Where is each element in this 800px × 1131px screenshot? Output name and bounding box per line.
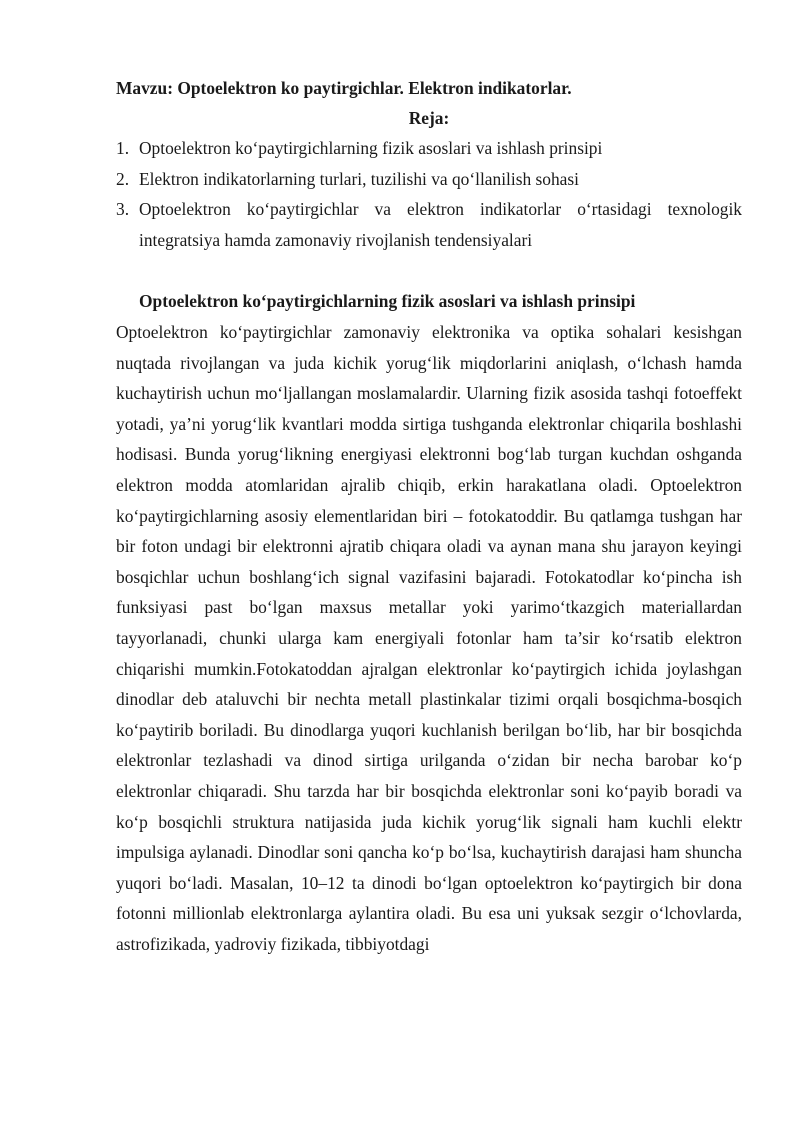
body-paragraph: Optoelektron ko‘paytirgichlar zamonaviy elektronika va optika sohalari kesishgan nuqtada rivojlangan va juda kichik yorug‘lik miqdorlarini aniqlash, o‘lchash hamda kuchaytirish uchun mo‘ljallangan moslamalardir. Ularning fizik asosida tashqi fotoeffekt yotadi, ya’ni yorug‘lik kvantlari modda sirtiga tushganda elektronlar chiqarila boshlashi hodisasi. Bunda yorug‘likning energiyasi elektronni bog‘lab turgan kuchdan oshganda elektron modda atomlaridan ajralib chiqib, erkin harakatlana oladi. Optoelektron ko‘paytirgichlarning asosiy elementlaridan biri – fotokatoddir. Bu qatlamga tushgan har bir foton undagi bir elektronni ajratib chiqara oladi va aynan mana shu jarayon keyingi bosqichlar uchun boshlang‘ich signal vazifasini bajaradi. Fotokatodlar ko‘pincha ish funksiyasi past bo‘lgan maxsus metallar yoki yarimo‘tkazgich materiallardan tayyorlanadi, chunki ularga kam energiyali fotonlar ham ta’sir ko‘rsatib elektron chiqarishi mumkin.Fotokatoddan ajralgan elektronlar ko‘paytirgich ichida joylashgan dinodlar deb ataluvchi bir nechta metall plastinkalar tizimi orqali bosqichma-bosqich ko‘paytirib boriladi. Bu dinodlarga yuqori kuchlanish berilgan bo‘lib, har bir bosqichda elektronlar tezlashadi va dinod sirtiga urilganda o‘zidan bir necha barobar ko‘p elektronlar chiqaradi. Shu tarzda har bir bosqichda elektronlar soni ko‘payib boradi va ko‘p bosqichli struktura natijasida juda kichik yorug‘lik signali ham kuchli elektr impulsiga aylanadi. Dinodlar soni qancha ko‘p bo‘lsa, kuchaytirish darajasi ham shuncha yuqori bo‘ladi. Masalan, 10–12 ta dinodi bo‘lgan optoelektron ko‘paytirgich bir dona fotonni millionlab elektronlarga aylantira oladi. Bu esa uni yuksak sezgir o‘lchovlarda, astrofizikada, yadroviy fizikada, tibbiyotdagi — [116, 322, 742, 954]
plan-heading: Reja: — [408, 108, 450, 128]
plan-item-text: Optoelektron ko‘paytirgichlar va elektron indikatorlar o‘rtasidagi texnologik integratsiya hamda zamonaviy rivojlanish tendensiyalari — [139, 199, 742, 250]
blank-line — [116, 255, 742, 286]
document-title: Mavzu: Optoelektron ko paytirgichlar. Elektron indikatorlar. — [116, 78, 572, 98]
plan-item — [116, 194, 742, 255]
plan-item — [116, 164, 742, 195]
plan-item — [116, 133, 742, 164]
section-heading: Optoelektron ko‘paytirgichlarning fizik asoslari va ishlash prinsipi — [139, 291, 636, 311]
plan-list — [116, 133, 742, 255]
plan-item-text: Optoelektron ko‘paytirgichlarning fizik asoslari va ishlash prinsipi — [139, 138, 603, 158]
plan-item-number: 3. — [116, 199, 130, 219]
plan-item-number: 2. — [116, 168, 130, 189]
plan-item-number: 1. — [116, 138, 130, 158]
plan-item-text: Elektron indikatorlarning turlari, tuzilishi va qo‘llanilish sohasi — [139, 168, 579, 189]
